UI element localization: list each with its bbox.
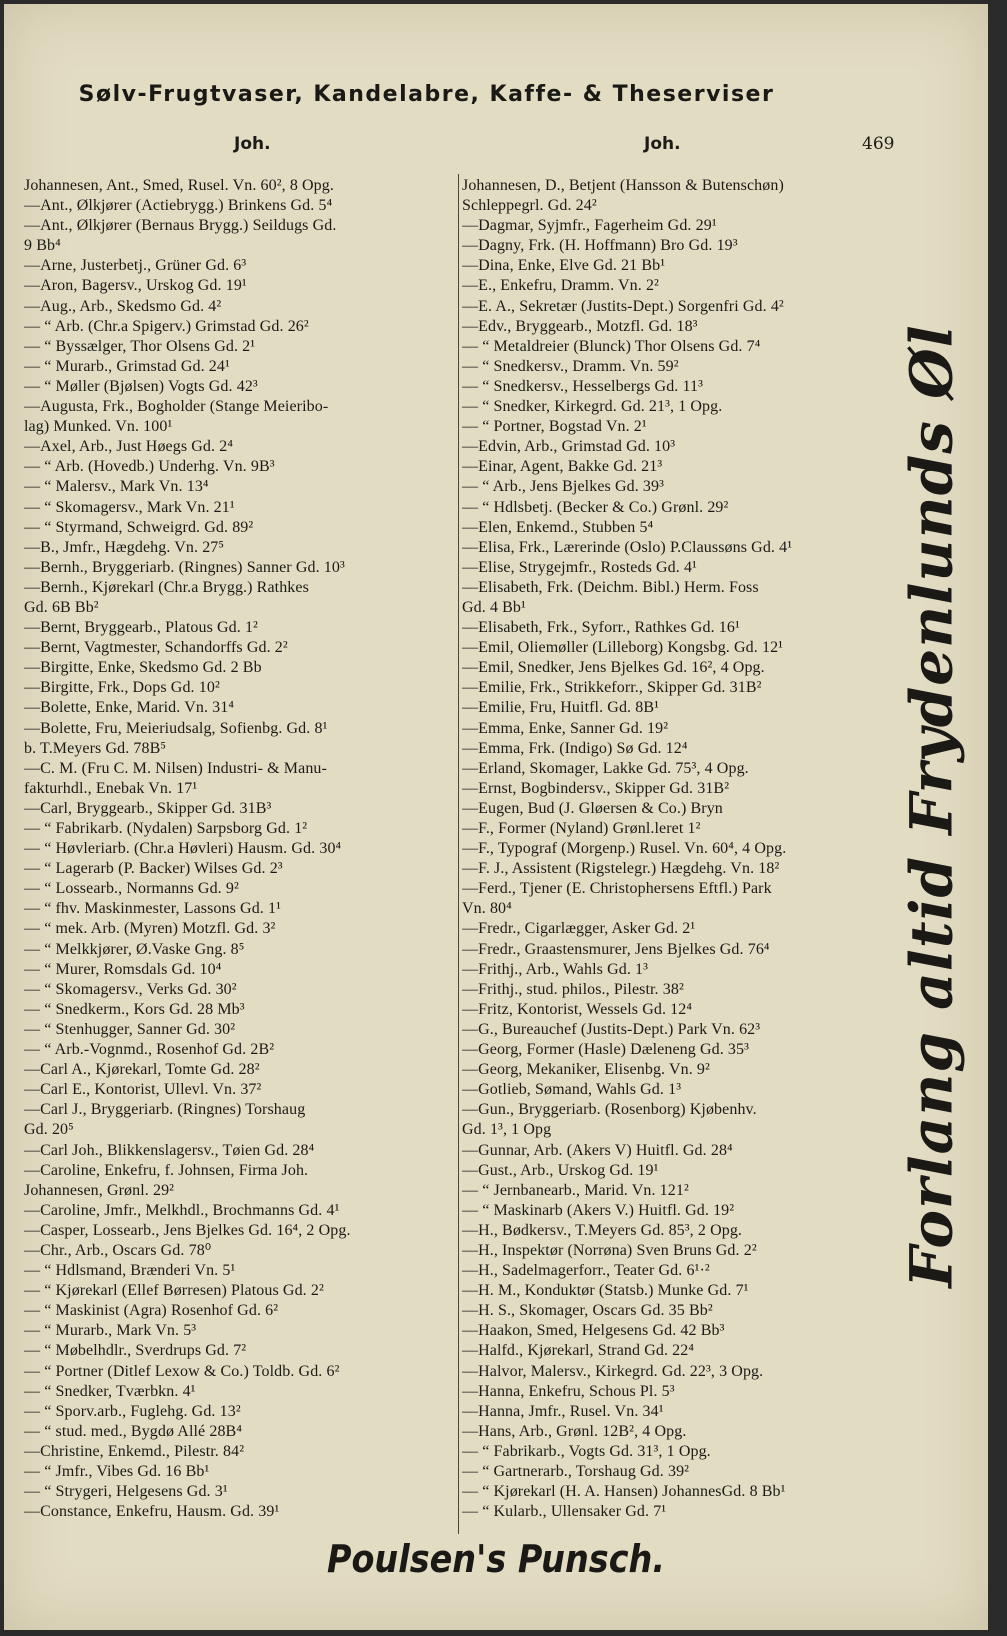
directory-entry: —Casper, Lossearb., Jens Bjelkes Gd. 16⁴, 2 Opg. <box>24 1221 351 1239</box>
directory-entry: — “ Maskinarb (Akers V.) Huitfl. Gd. 19² <box>462 1201 735 1219</box>
directory-entry: — “ Portner (Ditlef Lexow & Co.) Toldb. Gd. 6² <box>24 1362 340 1380</box>
directory-entry: — “ Melkkjører, Ø.Vaske Gng. 8⁵ <box>24 940 245 958</box>
directory-entry: — “ Arb., Jens Bjelkes Gd. 39³ <box>462 478 664 496</box>
directory-entry: —F. J., Assistent (Rigstelegr.) Hægdehg. Vn. 18² <box>462 860 780 878</box>
left-column <box>24 176 456 1522</box>
directory-entry: —Erland, Skomager, Lakke Gd. 75³, 4 Opg. <box>462 759 749 777</box>
directory-entry: —Einar, Agent, Bakke Gd. 21³ <box>462 458 663 476</box>
directory-entry: —Bernt, Bryggearb., Platous Gd. 1² <box>24 619 258 637</box>
directory-entry: — “ Malersv., Mark Vn. 13⁴ <box>24 478 209 496</box>
directory-entry: — “ Strygeri, Helgesens Gd. 3¹ <box>24 1483 228 1501</box>
directory-entry: — “ Kjørekarl (H. A. Hansen) JohannesGd. 8 Bb¹ <box>462 1483 786 1501</box>
directory-entry: —Emil, Snedker, Jens Bjelkes Gd. 16², 4 Opg. <box>462 659 765 677</box>
directory-entry: — “ Kularb., Ullensaker Gd. 7¹ <box>462 1503 667 1521</box>
directory-entry: —C. M. (Fru C. M. Nilsen) Industri- & Manu- <box>24 759 327 777</box>
directory-entry: —Gunnar, Arb. (Akers V) Huitfl. Gd. 28⁴ <box>462 1141 733 1159</box>
directory-entry: — “ Styrmand, Schweigrd. Gd. 89² <box>24 518 254 536</box>
side-advertisement <box>894 324 969 1288</box>
directory-entry: —Eugen, Bud (J. Gløersen & Co.) Bryn <box>462 799 723 817</box>
directory-entry: Gd. 1³, 1 Opg <box>462 1121 552 1139</box>
directory-entry: —Birgitte, Enke, Skedsmo Gd. 2 Bb <box>24 659 262 677</box>
directory-entry: —Arne, Justerbetj., Grüner Gd. 6³ <box>24 257 247 275</box>
directory-entry: — “ Arb. (Hovedb.) Underhg. Vn. 9B³ <box>24 458 275 476</box>
directory-entry: — “ Fabrikarb. (Nydalen) Sarpsborg Gd. 1² <box>24 820 308 837</box>
directory-entry: —Emma, Frk. (Indigo) Sø Gd. 12⁴ <box>462 739 688 757</box>
directory-entry: —Dina, Enke, Elve Gd. 21 Bb¹ <box>462 257 666 275</box>
directory-entry: —Gust., Arb., Urskog Gd. 19¹ <box>462 1161 659 1179</box>
directory-entry: —Emil, Oliemøller (Lilleborg) Kongsbg. Gd. 12¹ <box>462 639 784 657</box>
directory-entry: —Aron, Bagersv., Urskog Gd. 19¹ <box>24 277 247 295</box>
column-divider <box>458 174 459 1534</box>
directory-entry: —Elisabeth, Frk., Syforr., Rathkes Gd. 16¹ <box>462 619 740 637</box>
directory-entry: — “ Hdlsbetj. (Becker & Co.) Grønl. 29² <box>462 498 729 516</box>
directory-entry: — “ Snedker, Kirkegrd. Gd. 21³, 1 Opg. <box>462 398 723 416</box>
directory-entry: — “ Kjørekarl (Ellef Børresen) Platous Gd. 2² <box>24 1282 324 1300</box>
directory-entry: — “ Snedkersv., Dramm. Vn. 59² <box>462 357 679 375</box>
top-advertisement-banner: Sølv-Frugtvaser, Kandelabre, Kaffe- & Theserviser <box>78 82 775 107</box>
directory-entry: — “ Snedkersv., Hesselbergs Gd. 11³ <box>462 377 703 395</box>
directory-entry: —Dagmar, Syjmfr., Fagerheim Gd. 29¹ <box>462 217 717 235</box>
directory-entry: —Dagny, Frk. (H. Hoffmann) Bro Gd. 19³ <box>462 237 738 255</box>
directory-entry: —H. S., Skomager, Oscars Gd. 35 Bb² <box>462 1302 713 1320</box>
directory-entry: —Elisa, Frk., Lærerinde (Oslo) P.Claussøns Gd. 4¹ <box>462 538 793 556</box>
directory-page <box>4 4 988 1630</box>
directory-entry: — “ Murarb., Grimstad Gd. 24¹ <box>24 357 230 375</box>
directory-entry: Schleppegrl. Gd. 24² <box>462 197 597 215</box>
right-column <box>462 176 894 1522</box>
directory-entry: —H., Inspektør (Norrøna) Sven Bruns Gd. 2² <box>462 1241 757 1259</box>
directory-entry: —Ernst, Bogbindersv., Skipper Gd. 31B² <box>462 779 730 797</box>
directory-entry: —Haakon, Smed, Helgesens Gd. 42 Bb³ <box>462 1322 725 1340</box>
directory-entry: —G., Bureauchef (Justits-Dept.) Park Vn. 62³ <box>462 1020 761 1038</box>
directory-entry: Johannesen, Grønl. 29² <box>24 1181 175 1199</box>
directory-entry: —Carl A., Kjørekarl, Tomte Gd. 28² <box>24 1061 260 1079</box>
directory-entry: —Christine, Enkemd., Pilestr. 84² <box>24 1442 245 1460</box>
directory-entry: 9 Bb⁴ <box>24 237 61 255</box>
directory-entry: — “ Fabrikarb., Vogts Gd. 31³, 1 Opg. <box>462 1442 711 1460</box>
directory-entry: —Carl J., Bryggeriarb. (Ringnes) Torshaug <box>24 1101 306 1119</box>
directory-entry: Gd. 6B Bb² <box>24 598 99 616</box>
directory-entry: —Chr., Arb., Oscars Gd. 78⁰ <box>24 1241 212 1259</box>
directory-entry: —F., Typograf (Morgenp.) Rusel. Vn. 60⁴, 4 Opg. <box>462 840 787 858</box>
directory-entry: —Ant., Ølkjører (Bernaus Brygg.) Seildugs Gd. <box>24 217 337 235</box>
directory-entry: — “ Lossearb., Normanns Gd. 9² <box>24 880 239 898</box>
directory-entry: —Augusta, Frk., Bogholder (Stange Meieribo- <box>24 398 329 416</box>
directory-entry: —Hanna, Enkefru, Schous Pl. 5³ <box>462 1382 675 1400</box>
directory-entry: —Bernh., Kjørekarl (Chr.a Brygg.) Rathkes <box>24 578 309 596</box>
right-guide-word: Joh. <box>644 134 681 154</box>
directory-entry: —Carl Joh., Blikkenslagersv., Tøien Gd. 28⁴ <box>24 1141 315 1159</box>
directory-entry: — “ Møller (Bjølsen) Vogts Gd. 42³ <box>24 377 258 395</box>
directory-entry: —Elen, Enkemd., Stubben 5⁴ <box>462 518 654 536</box>
left-guide-word: Joh. <box>234 134 271 154</box>
directory-entry: —Aug., Arb., Skedsmo Gd. 4² <box>24 297 222 315</box>
directory-entry: —Elisabeth, Frk. (Deichm. Bibl.) Herm. Foss <box>462 578 759 596</box>
directory-entry: —Halfd., Kjørekarl, Strand Gd. 22⁴ <box>462 1342 695 1360</box>
directory-entry: —Elise, Strygejmfr., Rosteds Gd. 4¹ <box>462 558 697 576</box>
directory-entry: — “ Skomagersv., Mark Vn. 21¹ <box>24 498 235 516</box>
directory-entry: — “ mek. Arb. (Myren) Motzfl. Gd. 3² <box>24 920 276 938</box>
directory-entry: —Ferd., Tjener (E. Christophersens Eftfl.) Park <box>462 880 772 898</box>
directory-entry: Gd. 20⁵ <box>24 1121 74 1139</box>
directory-entry: Johannesen, Ant., Smed, Rusel. Vn. 60², 8 Opg. <box>24 177 334 194</box>
directory-entry: —E. A., Sekretær (Justits-Dept.) Sorgenfri Gd. 4² <box>462 297 784 315</box>
directory-entry: Gd. 4 Bb¹ <box>462 598 526 616</box>
directory-entry: —Frithj., Arb., Wahls Gd. 1³ <box>462 960 649 978</box>
directory-entry: — “ Arb.-Vognmd., Rosenhof Gd. 2B² <box>24 1041 275 1059</box>
footer-advertisement: Poulsen's Punsch. <box>326 1537 666 1581</box>
directory-entry: — “ fhv. Maskinmester, Lassons Gd. 1¹ <box>24 900 282 918</box>
directory-entry: —H., Sadelmagerforr., Teater Gd. 6¹·² <box>462 1262 710 1280</box>
page-number: 469 <box>862 134 895 154</box>
directory-entry: — “ Portner, Bogstad Vn. 2¹ <box>462 418 647 436</box>
directory-entry: b. T.Meyers Gd. 78B⁵ <box>24 739 167 757</box>
directory-entry: —Emilie, Fru, Huitfl. Gd. 8B¹ <box>462 699 660 717</box>
directory-entry: —Bolette, Fru, Meieriudsalg, Sofienbg. Gd. 8¹ <box>24 719 328 737</box>
directory-entry: —Gotlieb, Sømand, Wahls Gd. 1³ <box>462 1081 682 1099</box>
directory-entry: —Constance, Enkefru, Hausm. Gd. 39¹ <box>24 1503 280 1521</box>
directory-entry: —B., Jmfr., Hægdehg. Vn. 27⁵ <box>24 538 225 556</box>
directory-entry: —Birgitte, Frk., Dops Gd. 10² <box>24 679 220 697</box>
directory-entry: Johannesen, D., Betjent (Hansson & Butenschøn) <box>462 177 784 194</box>
directory-entry: — “ Snedker, Tværbkn. 4¹ <box>24 1382 196 1400</box>
directory-entry: — “ Snedkerm., Kors Gd. 28 Mb³ <box>24 1000 245 1018</box>
directory-entry: — “ Skomagersv., Verks Gd. 30² <box>24 980 237 998</box>
directory-entry: —Caroline, Enkefru, f. Johnsen, Firma Joh. <box>24 1161 309 1179</box>
directory-entry: — “ Murarb., Mark Vn. 5³ <box>24 1322 197 1340</box>
directory-entry: Vn. 80⁴ <box>462 900 512 918</box>
directory-entry: —Edvin, Arb., Grimstad Gd. 10³ <box>462 438 676 456</box>
directory-entry: — “ Murer, Romsdals Gd. 10⁴ <box>24 960 222 978</box>
directory-entry: — “ Høvleriarb. (Chr.a Høvleri) Hausm. Gd. 30⁴ <box>24 840 342 858</box>
directory-entry: —Carl, Bryggearb., Skipper Gd. 31B³ <box>24 799 272 817</box>
directory-entry: —H. M., Konduktør (Statsb.) Munke Gd. 7¹ <box>462 1282 749 1300</box>
directory-entry: —Bernh., Bryggeriarb. (Ringnes) Sanner Gd. 10³ <box>24 558 345 576</box>
directory-entry: —Axel, Arb., Just Høegs Gd. 2⁴ <box>24 438 234 456</box>
directory-entry: — “ Stenhugger, Sanner Gd. 30² <box>24 1020 236 1038</box>
directory-entry: — “ Lagerarb (P. Backer) Wilses Gd. 2³ <box>24 860 283 878</box>
directory-entry: —Fredr., Cigarlægger, Asker Gd. 2¹ <box>462 920 696 938</box>
directory-entry: — “ Jernbanearb., Marid. Vn. 121² <box>462 1181 689 1199</box>
directory-entry: — “ Arb. (Chr.a Spigerv.) Grimstad Gd. 26² <box>24 317 309 335</box>
directory-entry: —Caroline, Jmfr., Melkhdl., Brochmanns Gd. 4¹ <box>24 1201 340 1219</box>
directory-entry: — “ Byssælger, Thor Olsens Gd. 2¹ <box>24 337 256 355</box>
directory-entry: — “ Sporv.arb., Fuglehg. Gd. 13² <box>24 1402 241 1420</box>
directory-entry: — “ Maskinist (Agra) Rosenhof Gd. 6² <box>24 1302 279 1320</box>
directory-entry: —H., Bødkersv., T.Meyers Gd. 85³, 2 Opg. <box>462 1221 743 1239</box>
directory-entry: lag) Munked. Vn. 100¹ <box>24 418 173 436</box>
directory-entry: — “ Metaldreier (Blunck) Thor Olsens Gd. 7⁴ <box>462 337 761 355</box>
directory-entry: —Fritz, Kontorist, Wessels Gd. 12⁴ <box>462 1000 693 1018</box>
directory-entry: — “ Gartnerarb., Torshaug Gd. 39² <box>462 1463 690 1480</box>
directory-entry: fakturhdl., Enebak Vn. 17¹ <box>24 779 198 797</box>
directory-entry: — “ Jmfr., Vibes Gd. 16 Bb¹ <box>24 1463 210 1480</box>
directory-entry: —Georg, Mekaniker, Elisenbg. Vn. 9² <box>462 1061 710 1079</box>
directory-entry: —Hanna, Jmfr., Rusel. Vn. 34¹ <box>462 1402 664 1420</box>
directory-entry: —Frithj., stud. philos., Pilestr. 38² <box>462 980 684 998</box>
directory-entry: —Carl E., Kontorist, Ullevl. Vn. 37² <box>24 1081 262 1099</box>
directory-entry: —Fredr., Graastensmurer, Jens Bjelkes Gd. 76⁴ <box>462 940 770 958</box>
directory-entry: —Hans, Arb., Grønl. 12B², 4 Opg. <box>462 1422 687 1440</box>
directory-entry: —Bernt, Vagtmester, Schandorffs Gd. 2² <box>24 639 288 657</box>
directory-entry: —Emilie, Frk., Strikkeforr., Skipper Gd. 31B² <box>462 679 762 697</box>
directory-entry: —E., Enkefru, Dramm. Vn. 2² <box>462 277 659 295</box>
directory-entry: — “ Hdlsmand, Brænderi Vn. 5¹ <box>24 1262 236 1280</box>
directory-entry: — “ stud. med., Bygdø Allé 28B⁴ <box>24 1422 243 1440</box>
directory-entry: —F., Former (Nyland) Grønl.leret 1² <box>462 820 701 837</box>
directory-entry: —Bolette, Enke, Marid. Vn. 31⁴ <box>24 699 235 717</box>
directory-entry: —Halvor, Malersv., Kirkegrd. Gd. 22³, 3 Opg. <box>462 1362 764 1380</box>
directory-entry: —Emma, Enke, Sanner Gd. 19² <box>462 719 669 737</box>
directory-entry: — “ Møbelhdlr., Sverdrups Gd. 7² <box>24 1342 247 1360</box>
directory-entry: —Ant., Ølkjører (Actiebrygg.) Brinkens Gd. 5⁴ <box>24 197 333 215</box>
directory-entry: —Edv., Bryggearb., Motzfl. Gd. 18³ <box>462 317 698 335</box>
directory-entry: —Gun., Bryggeriarb. (Rosenborg) Kjøbenhv. <box>462 1101 757 1119</box>
side-advertisement-text: Forlang altid Frydenlunds Øl <box>897 324 966 1288</box>
directory-entry: —Georg, Former (Hasle) Dæleneng Gd. 35³ <box>462 1041 750 1059</box>
